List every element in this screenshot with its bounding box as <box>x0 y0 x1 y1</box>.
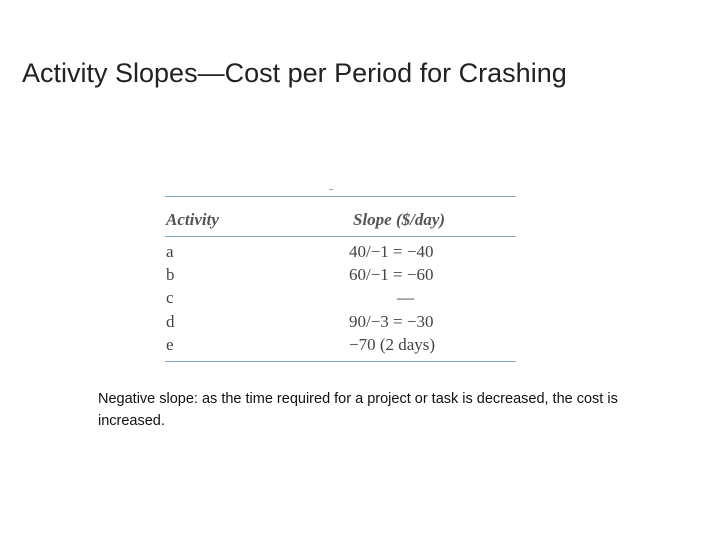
activity-cell: e <box>166 335 174 354</box>
activity-cell: c <box>166 288 174 307</box>
table-top-rule <box>165 196 516 197</box>
slope-cell: 90/−3 = −30 <box>349 312 434 331</box>
table-row <box>165 312 516 335</box>
table-row <box>165 288 516 311</box>
table-row <box>165 265 516 288</box>
activity-cell: a <box>166 242 174 261</box>
table-row <box>165 335 516 358</box>
slope-cell: — <box>397 288 414 307</box>
column-header-slope: Slope ($/day) <box>353 210 446 229</box>
table-top-tick <box>329 189 333 190</box>
table-header-rule <box>165 236 516 237</box>
activity-cell: d <box>166 312 175 331</box>
slope-cell: 60/−1 = −60 <box>349 265 434 284</box>
activity-cell: b <box>166 265 175 284</box>
slope-cell: 40/−1 = −40 <box>349 242 434 261</box>
table-bottom-rule <box>165 361 516 362</box>
table-row <box>165 242 516 265</box>
slope-cell: −70 (2 days) <box>349 335 436 354</box>
column-header-activity: Activity <box>166 210 219 229</box>
slide-caption: Negative slope: as the time required for a project or task is decreased, the cost is increased. <box>98 391 618 429</box>
slide-title: Activity Slopes—Cost per Period for Crashing <box>22 58 567 88</box>
